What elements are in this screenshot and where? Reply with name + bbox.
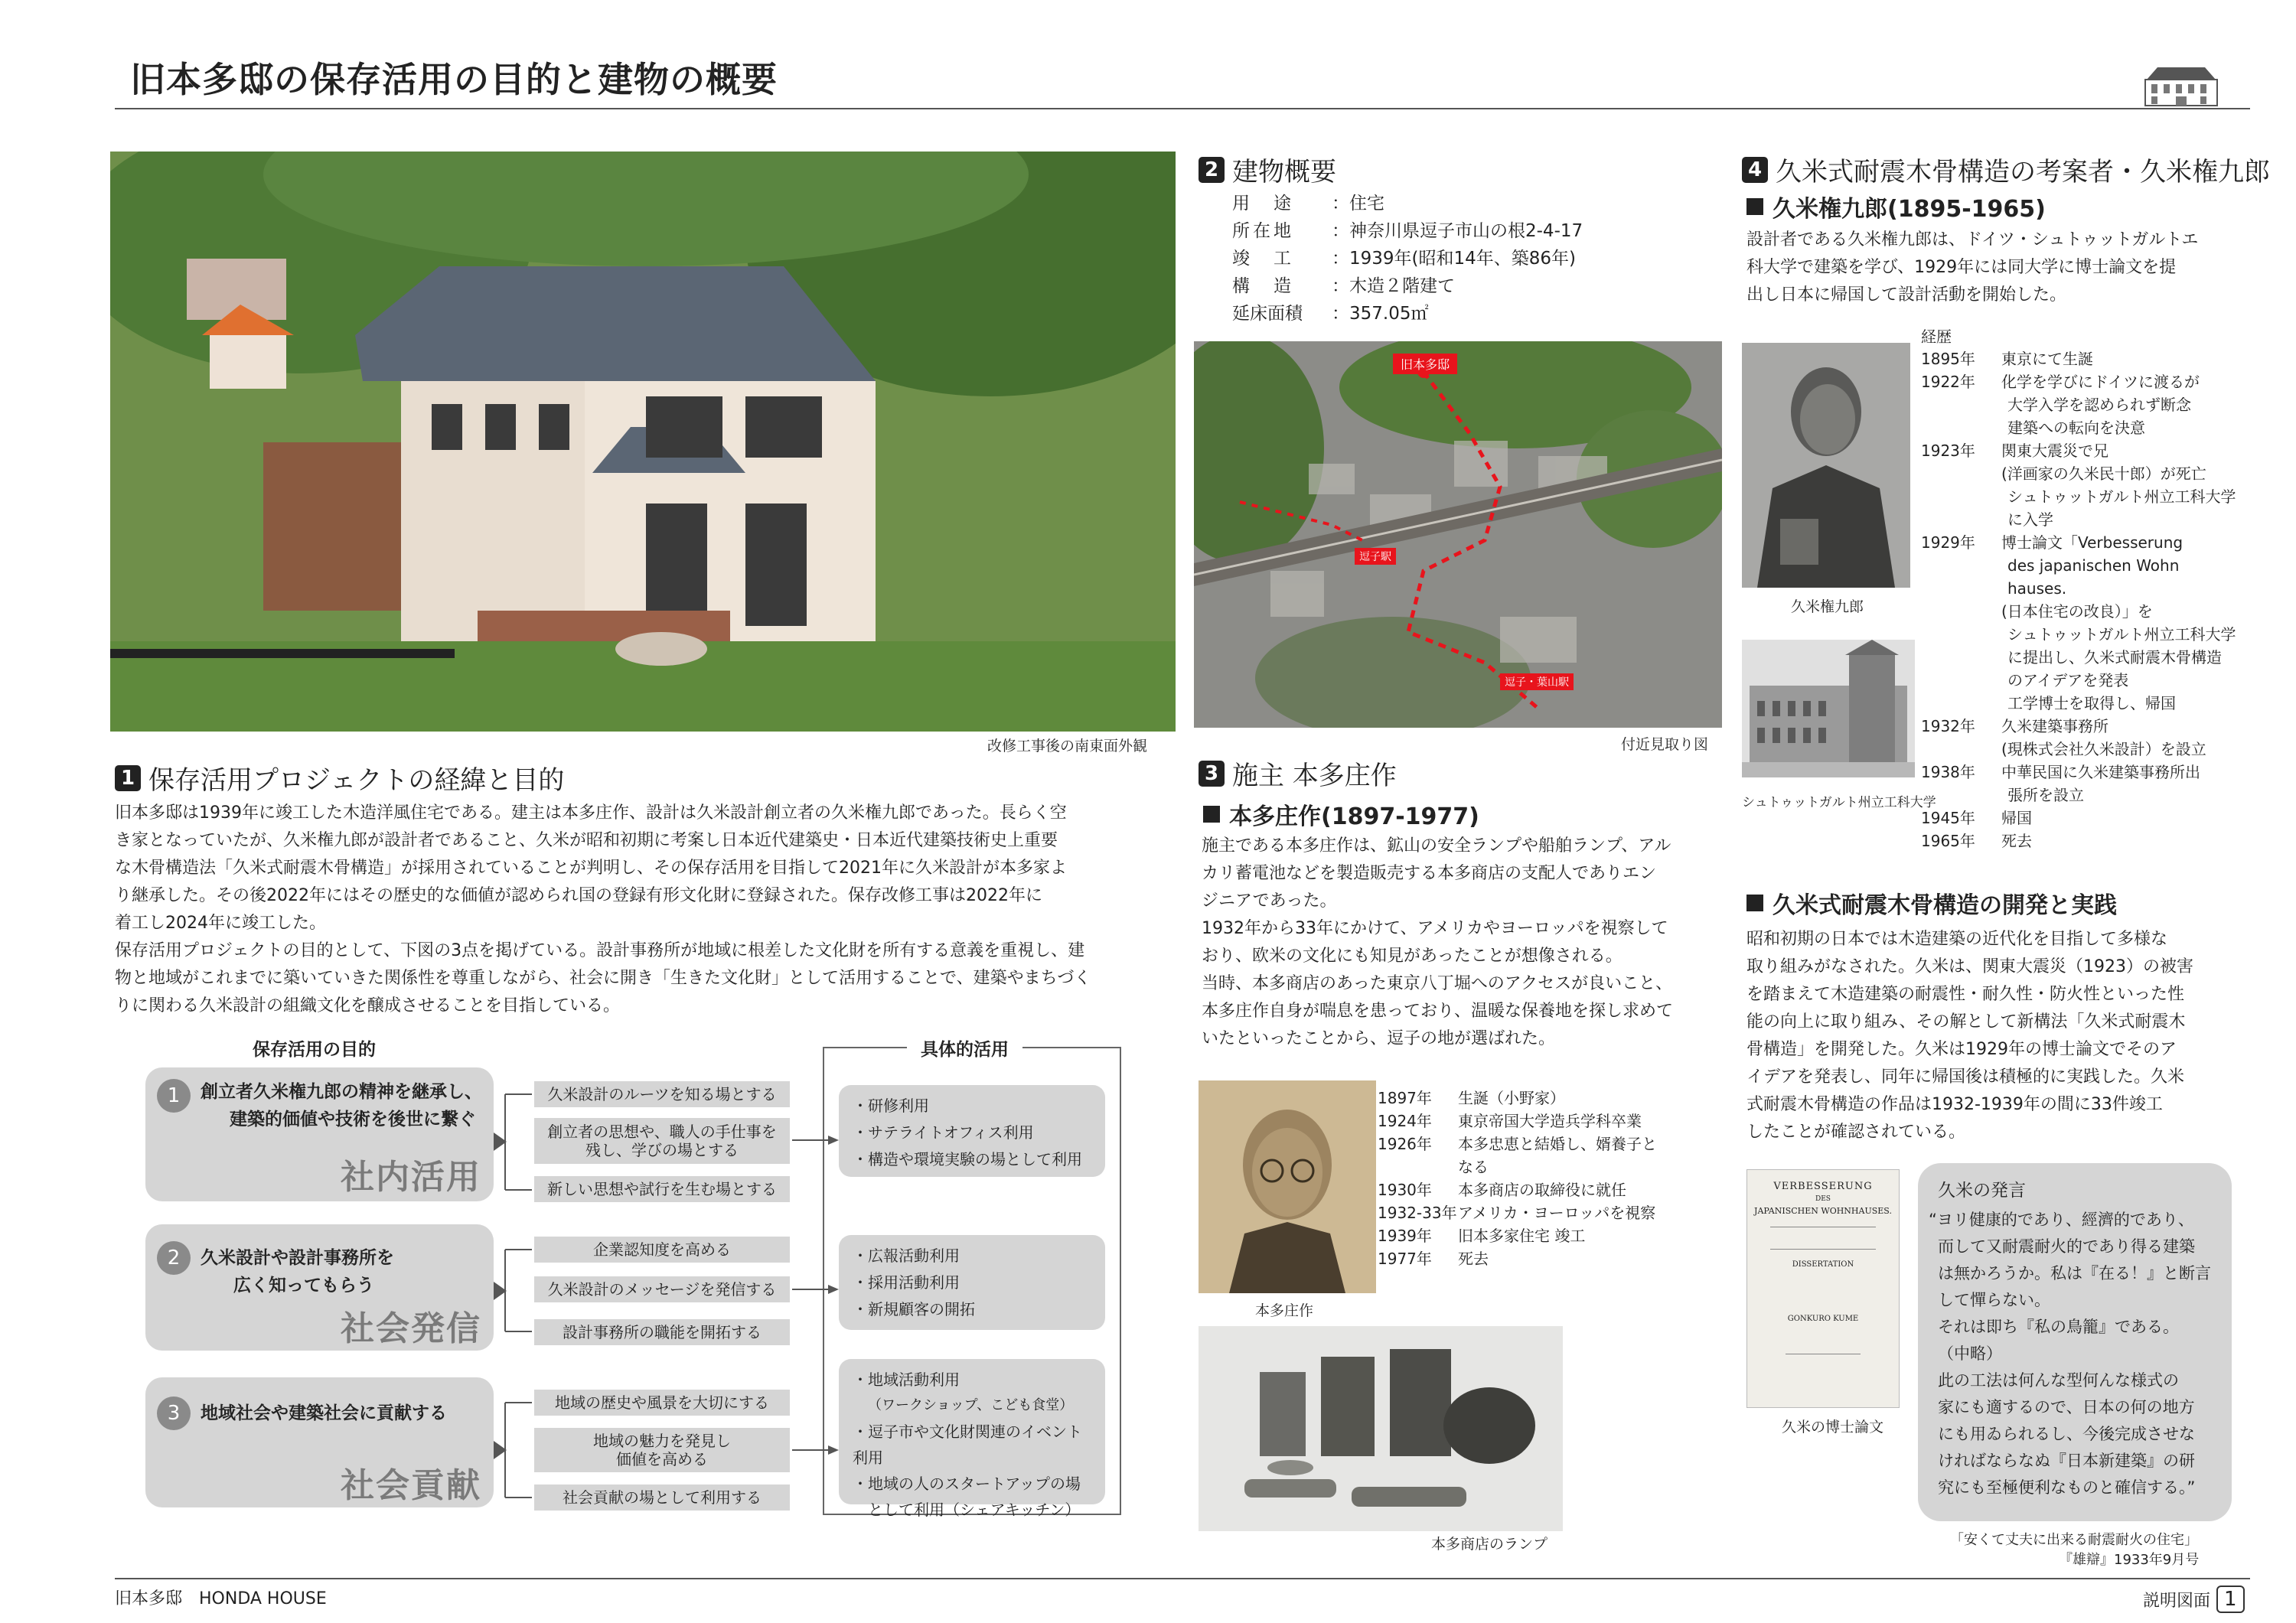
- timeline-row: [1378, 1247, 1714, 1270]
- career-text: 博士論文「Verbesserung: [2001, 533, 2183, 552]
- goal-text-2a: 久米設計や設計事務所を: [201, 1248, 394, 1268]
- career-text: に提出し、久米式耐震木骨構造: [2007, 648, 2222, 666]
- university-photo: [1742, 640, 1915, 777]
- section3-subtitle: [1203, 797, 1479, 831]
- honda-portrait-caption: 本多庄作: [1255, 1302, 1314, 1319]
- timeline-text: 旧本多家住宅 竣工: [1458, 1227, 1586, 1245]
- career-row: [1921, 554, 2250, 577]
- career-row: [1921, 439, 2250, 462]
- quote-heading: 久米の発言: [1938, 1181, 2026, 1201]
- section3-line: 当時、本多商店のあった東京八丁堀へのアクセスが良いこと、: [1202, 974, 1673, 993]
- career-text: シュトゥットガルト州立工科大学: [2007, 487, 2236, 506]
- timeline-row: [1378, 1133, 1714, 1155]
- thesis-caption: 久米の博士論文: [1782, 1419, 1884, 1436]
- career-year: 1923年: [1921, 442, 1975, 460]
- kume-portrait-photo: [1742, 343, 1910, 588]
- goal2-item-2: 久米設計のメッセージを発信する: [534, 1276, 790, 1302]
- goal1-item-2-line: 残し、学びの場とする: [585, 1141, 739, 1159]
- square-bullet-icon: [1746, 198, 1763, 215]
- goal3-uses-box: [839, 1359, 1105, 1519]
- goal1-uses-box: [839, 1085, 1105, 1177]
- quote-line: それは即ち『私の鳥籠』である。: [1938, 1318, 2179, 1336]
- goal-number-3: 3: [157, 1396, 191, 1430]
- quote-line: 究にも至極便利なものと確信する。”: [1938, 1478, 2196, 1497]
- spec-key: 延床面積: [1232, 304, 1303, 324]
- career-text: (日本住宅の改良）」を: [2001, 602, 2153, 621]
- timeline-text: 本多商店の取締役に就任: [1458, 1181, 1626, 1199]
- thesis-title-1: VERBESSERUNG: [1773, 1181, 1873, 1192]
- timeline-text: 東京帝国大学造兵学科卒業: [1458, 1112, 1642, 1130]
- spec-row: [1232, 190, 1583, 217]
- quote-line: して憚らない。: [1938, 1291, 2050, 1309]
- section4-subtitle: [1746, 190, 2046, 223]
- section4-line: 科大学で建築を学び、1929年には同大学に博士論文を提: [1746, 258, 2177, 277]
- section3-title-text: 施主 本多庄作: [1232, 761, 1397, 791]
- diagram-connectors: [490, 1071, 842, 1530]
- main-house-photo: [110, 152, 1176, 732]
- use-item: として利用（シェアキッチン）: [868, 1501, 1081, 1519]
- use-item: ・新規顧客の開拓: [853, 1300, 975, 1318]
- section4-title: [1742, 151, 2270, 188]
- spec-row: [1232, 272, 1583, 300]
- university-caption: シュトゥットガルト州立工科大学: [1742, 795, 1936, 810]
- vicinity-map: [1194, 341, 1722, 728]
- thesis-author: GONKURO KUME: [1787, 1315, 1859, 1323]
- honda-portrait-photo: [1199, 1080, 1376, 1293]
- section1-line: りに関わる久米設計の組織文化を醸成させることを目指している。: [115, 996, 621, 1015]
- career-row: [1921, 761, 2250, 784]
- career-text: 中華民国に久米建築事務所出: [2001, 763, 2200, 781]
- dev-title: [1746, 886, 2117, 920]
- career-year: 1922年: [1921, 373, 1975, 391]
- section3-line: おり、欧米の文化にも知見があったことが想像される。: [1202, 947, 1623, 966]
- career-text: 死去: [2001, 832, 2032, 850]
- quote-line: 此の工法は何んな型何んな様式の: [1938, 1371, 2179, 1390]
- spec-row: [1232, 245, 1583, 272]
- goal-number-2: 2: [157, 1241, 191, 1275]
- timeline-row: [1378, 1087, 1714, 1110]
- square-bullet-icon: [1203, 806, 1220, 823]
- section3-line: いたといったことから、逗子の地が選ばれた。: [1202, 1029, 1556, 1048]
- career-year: [1921, 600, 2001, 623]
- career-row: [1921, 577, 2250, 600]
- career-row: [1921, 646, 2250, 669]
- quote-line: 而して又耐震耐火的であり得る建築: [1938, 1237, 2195, 1256]
- section3-number: 3: [1199, 761, 1225, 787]
- spec-value: ：住宅: [1332, 194, 1384, 213]
- career-row: [1921, 462, 2250, 485]
- career-year: 1895年: [1921, 350, 1975, 368]
- page-number: 1: [2216, 1586, 2245, 1613]
- goal3-item-2-line: 地域の魅力を発見し: [593, 1432, 731, 1450]
- career-year: [1921, 669, 2001, 692]
- career-row: [1921, 715, 2250, 738]
- quote-line: は無かろうか。私は『在る！』と断言: [1938, 1264, 2211, 1282]
- career-year: [1921, 485, 2001, 508]
- goal-number-1: 1: [157, 1079, 191, 1113]
- quote-line: （中略）: [1938, 1344, 2002, 1363]
- section1-number: 1: [115, 765, 141, 791]
- timeline-year: 1939年: [1378, 1227, 1432, 1245]
- career-year: [1921, 393, 2001, 416]
- timeline-year: [1378, 1155, 1458, 1178]
- house-logo-icon: [2139, 63, 2223, 107]
- honda-timeline: [1378, 1087, 1714, 1270]
- career-year: [1921, 623, 2001, 646]
- career-year: [1921, 738, 2001, 761]
- goal3-item-2-line: 価値を高める: [616, 1450, 708, 1468]
- career-year: 1932年: [1921, 717, 1975, 735]
- career-year: [1921, 692, 2001, 715]
- use-item: ・構造や環境実験の場として利用: [853, 1150, 1082, 1168]
- use-item: ・サテライトオフィス利用: [853, 1123, 1034, 1142]
- section1-title-text: 保存活用プロジェクトの経緯と目的: [148, 765, 565, 796]
- goal2-uses-box: [839, 1235, 1105, 1330]
- title-rule: [115, 108, 2250, 109]
- career-text: 建築への転向を決意: [2007, 419, 2145, 437]
- timeline-row: [1378, 1178, 1714, 1201]
- goal2-item-1: 企業認知度を高める: [534, 1237, 790, 1263]
- career-text: 帰国: [2001, 809, 2032, 827]
- quote-line: “ヨリ健康的であり、經濟的であり、: [1929, 1211, 2194, 1229]
- dev-title-text: 久米式耐震木骨構造の開発と実践: [1773, 892, 2117, 919]
- spec-key: 竣 工: [1232, 249, 1294, 269]
- goals-heading: 保存活用の目的: [253, 1040, 376, 1060]
- section3-body: [1202, 833, 1722, 1053]
- section3-line: カリ蓄電池などを製造販売する本多商店の支配人でありエン: [1202, 864, 1657, 883]
- career-year: 1965年: [1921, 832, 1975, 850]
- timeline-year: 1977年: [1378, 1250, 1432, 1268]
- career-row: [1921, 669, 2250, 692]
- goal-text-2b: 広く知ってもらう: [233, 1276, 374, 1295]
- career-row: [1921, 807, 2250, 829]
- spec-value: ：神奈川県逗子市山の根2-4-17: [1332, 221, 1583, 241]
- career-year: [1921, 554, 2001, 577]
- timeline-text: 死去: [1458, 1250, 1489, 1268]
- quote-line: ければならなぬ『日本新建築』の研: [1938, 1452, 2195, 1470]
- dev-line: 取り組みがなされた。久米は、関東大震災（1923）の被害: [1746, 957, 2193, 976]
- section1-line: き家となっていたが、久米権九郎が設計者であること、久米が昭和初期に考案し日本近代建築史・日本近代建築技術史上重要: [115, 831, 1058, 850]
- timeline-year: 1932-33年: [1378, 1204, 1457, 1222]
- career-row: [1921, 393, 2250, 416]
- section2-title-text: 建物概要: [1232, 157, 1336, 187]
- timeline-row: [1378, 1110, 1714, 1133]
- use-item: （ワークショップ、こども食堂）: [868, 1397, 1074, 1413]
- dev-line: 能の向上に取り組み、その解として新構法「久米式耐震木: [1746, 1012, 2186, 1031]
- career-year: 1945年: [1921, 809, 1975, 827]
- use-item: ・地域活動利用: [853, 1370, 960, 1389]
- map-label-station2: 逗子・葉山駅: [1500, 673, 1574, 690]
- dev-line: を踏まえて木造建築の耐震性・耐久性・防火性といった性: [1746, 985, 2185, 1004]
- career-text: 久米建築事務所: [2001, 717, 2108, 735]
- dev-line: 昭和初期の日本では木造建築の近代化を目指して多様な: [1746, 930, 2168, 949]
- spec-value: ：木造２階建て: [1332, 276, 1455, 296]
- lamp-photo: [1199, 1326, 1563, 1531]
- career-year: 1929年: [1921, 533, 1975, 552]
- career-text: des japanischen Wohn: [2007, 556, 2180, 575]
- footer-label: 旧本多邸 HONDA HOUSE: [115, 1589, 327, 1608]
- goal-label-1: 社内活用: [341, 1158, 481, 1197]
- career-year: [1921, 784, 2001, 807]
- section3-subtitle-text: 本多庄作(1897-1977): [1229, 803, 1479, 830]
- map-label-house: 旧本多邸: [1393, 354, 1457, 374]
- career-year: [1921, 508, 2001, 531]
- use-item: ・研修利用: [853, 1097, 929, 1115]
- section3-line: 本多庄作自身が喘息を患っており、温暖な保養地を探し求めて: [1202, 1002, 1674, 1021]
- timeline-text: 本多忠恵と結婚し、婿養子と: [1458, 1135, 1657, 1153]
- career-row: [1921, 485, 2250, 508]
- goal1-item-2-line: 創立者の思想や、職人の手仕事を: [547, 1123, 777, 1141]
- section1-line: り継承した。その後2022年にはその歴史的な価値が認められ国の登録有形文化財に登録された。保存改修工事は2022年に: [115, 886, 1042, 905]
- main-photo-caption: 改修工事後の南東面外観: [987, 738, 1148, 754]
- timeline-text: なる: [1458, 1158, 1489, 1176]
- career-year: [1921, 646, 2001, 669]
- quote-source-2: 『雄辯』1933年9月号: [2059, 1552, 2200, 1568]
- career-text: に入学: [2007, 510, 2053, 529]
- quote-source-1: 「安くて丈夫に出来る耐震耐火の住宅」: [1950, 1532, 2198, 1548]
- career-text: 化学を学びにドイツに渡るが: [2001, 373, 2200, 391]
- section1-line: 物と地域がこれまでに築いていきた関係性を尊重しながら、社会に開き「生きた文化財」として活用することで、建築やまちづく: [115, 969, 1091, 988]
- career-row: [1921, 370, 2250, 393]
- thesis-dissertation: DISSERTATION: [1792, 1260, 1854, 1269]
- goal2-item-3: 設計事務所の職能を開拓する: [534, 1319, 790, 1345]
- spec-key: 用 途: [1232, 194, 1294, 213]
- section4-body: [1746, 227, 2244, 309]
- spec-key: 所在地: [1232, 221, 1294, 241]
- footer-page-label: [2143, 1586, 2245, 1613]
- section1-title: [115, 759, 564, 797]
- map-caption: 付近見取り図: [1621, 736, 1709, 753]
- career-text: のアイデアを発表: [2007, 671, 2129, 689]
- career-text: 張所を設立: [2007, 786, 2084, 804]
- section4-line: 出し日本に帰国して設計活動を開始した。: [1746, 285, 2067, 305]
- dev-line: したことが確認されている。: [1746, 1123, 1966, 1142]
- goal3-item-3: 社会貢献の場として利用する: [534, 1484, 790, 1511]
- thesis-rule: [1770, 1227, 1876, 1250]
- career-row: [1921, 623, 2250, 646]
- use-item: ・広報活動利用: [853, 1247, 960, 1265]
- kume-career: [1921, 347, 2250, 852]
- career-row: [1921, 784, 2250, 807]
- timeline-year: 1930年: [1378, 1181, 1432, 1199]
- section4-number: 4: [1742, 157, 1768, 183]
- timeline-text: アメリカ・ヨーロッパを視察: [1458, 1204, 1656, 1222]
- career-row: [1921, 508, 2250, 531]
- footer-rule: [115, 1578, 2250, 1579]
- section4-subtitle-text: 久米権九郎(1895-1965): [1773, 196, 2046, 223]
- section1-line: 旧本多邸は1939年に竣工した木造洋風住宅である。建主は本多庄作、設計は久米設計創立者の久米権九郎であった。長らく空: [115, 803, 1067, 823]
- use-item: ・逗子市や文化財関連のイベント利用: [853, 1423, 1082, 1467]
- career-year: [1921, 462, 2001, 485]
- career-row: [1921, 347, 2250, 370]
- career-text: 工学博士を取得し、帰国: [2007, 694, 2176, 712]
- map-label-station1: 逗子駅: [1355, 548, 1396, 565]
- uses-heading: 具体的活用: [907, 1035, 1022, 1061]
- goal1-item-3: 新しい思想や試行を生む場とする: [534, 1176, 790, 1202]
- lamp-caption: 本多商店のランプ: [1431, 1536, 1548, 1553]
- section4-title-text: 久米式耐震木骨構造の考案者・久米権九郎: [1776, 157, 2270, 187]
- career-year: 1938年: [1921, 763, 1975, 781]
- dev-body: [1746, 926, 2244, 1146]
- quote-text: [1929, 1207, 2227, 1501]
- career-text: 関東大震災で兄: [2001, 442, 2108, 460]
- career-text: 東京にて生誕: [2001, 350, 2093, 368]
- use-item: ・採用活動利用: [853, 1273, 960, 1292]
- use-item: ・地域の人のスタートアップの場: [853, 1475, 1081, 1493]
- thesis-cover: [1746, 1169, 1900, 1408]
- dev-line: 式耐震木骨構造の作品は1932-1939年の間に33件竣工: [1746, 1095, 2163, 1114]
- dev-line: 骨構造」を開発した。久米は1929年の博士論文でそのア: [1746, 1040, 2177, 1059]
- section4-line: 設計者である久米権九郎は、ドイツ・シュトゥットガルトエ: [1746, 230, 2199, 249]
- timeline-year: 1897年: [1378, 1089, 1432, 1107]
- timeline-row: [1378, 1155, 1714, 1178]
- career-year: [1921, 577, 2001, 600]
- career-text: hauses.: [2007, 579, 2067, 598]
- spec-row: [1232, 217, 1583, 245]
- spec-row: [1232, 300, 1583, 328]
- thesis-title-3: JAPANISCHEN WOHNHAUSES.: [1754, 1206, 1892, 1216]
- section2-title: [1199, 151, 1336, 188]
- kume-portrait-caption: 久米権九郎: [1791, 598, 1864, 615]
- career-row: [1921, 738, 2250, 761]
- timeline-year: 1924年: [1378, 1112, 1432, 1130]
- career-row: [1921, 692, 2250, 715]
- career-row: [1921, 416, 2250, 439]
- career-row: [1921, 600, 2250, 623]
- goal1-item-1: 久米設計のルーツを知る場とする: [534, 1081, 790, 1107]
- section2-number: 2: [1199, 157, 1225, 183]
- section3-line: 施主である本多庄作は、鉱山の安全ランプや船舶ランプ、アル: [1202, 836, 1671, 855]
- timeline-text: 生誕（小野家）: [1458, 1089, 1565, 1107]
- spec-value: ：357.05㎡: [1332, 304, 1429, 324]
- timeline-row: [1378, 1201, 1714, 1224]
- page-title: 旧本多邸の保存活用の目的と建物の概要: [130, 59, 778, 100]
- footer-sheet-label: 説明図面: [2143, 1591, 2211, 1611]
- timeline-year: 1926年: [1378, 1135, 1432, 1153]
- section3-title: [1199, 754, 1397, 792]
- career-text: (洋画家の久米民十郎）が死亡: [2001, 464, 2206, 483]
- career-heading: 経歴: [1921, 328, 1952, 346]
- section3-line: ジニアであった。: [1202, 891, 1337, 911]
- career-year: [1921, 416, 2001, 439]
- goal3-item-1: 地域の歴史や風景を大切にする: [534, 1390, 790, 1416]
- career-row: [1921, 531, 2250, 554]
- timeline-row: [1378, 1224, 1714, 1247]
- section1-line: 着工し2024年に竣工した。: [115, 914, 326, 933]
- goal-text-1b: 建築的価値や技術を後世に繋ぐ: [230, 1110, 476, 1129]
- section1-line: 保存活用プロジェクトの目的として、下図の3点を掲げている。設計事務所が地域に根差した文化財を所有する意義を重視し、建: [115, 941, 1085, 960]
- square-bullet-icon: [1746, 895, 1763, 911]
- career-row: [1921, 829, 2250, 852]
- section1-body: [115, 800, 1179, 1020]
- section1-line: な木骨構造法「久米式耐震木骨構造」が採用されていることが判明し、その保存活用を目指して2021年に久米設計が本多家よ: [115, 859, 1067, 878]
- spec-value: ：1939年(昭和14年、築86年): [1332, 249, 1577, 269]
- career-text: 大学入学を認められず断念: [2007, 396, 2191, 414]
- goal-text-3a: 地域社会や建築社会に貢献する: [201, 1403, 447, 1423]
- spec-key: 構 造: [1232, 276, 1294, 296]
- section3-line: 1932年から33年にかけて、アメリカやヨーロッパを視察して: [1202, 919, 1668, 938]
- spec-list: [1232, 190, 1583, 328]
- thesis-title-2: DES: [1815, 1195, 1831, 1203]
- goal-label-3: 社会貢献: [341, 1466, 481, 1505]
- career-text: シュトゥットガルト州立工科大学: [2007, 625, 2236, 644]
- quote-line: にも用ゐられるし、今後完成させな: [1938, 1425, 2195, 1443]
- quote-line: 家にも適するので、日本の何の地方: [1938, 1398, 2195, 1416]
- goal-label-2: 社会発信: [341, 1309, 481, 1348]
- goal-text-1a: 創立者久米権九郎の精神を継承し、: [201, 1082, 482, 1102]
- career-text: (現株式会社久米設計）を設立: [2001, 740, 2206, 758]
- dev-line: イデアを発表し、同年に帰国後は積極的に実践した。久米: [1746, 1067, 2185, 1087]
